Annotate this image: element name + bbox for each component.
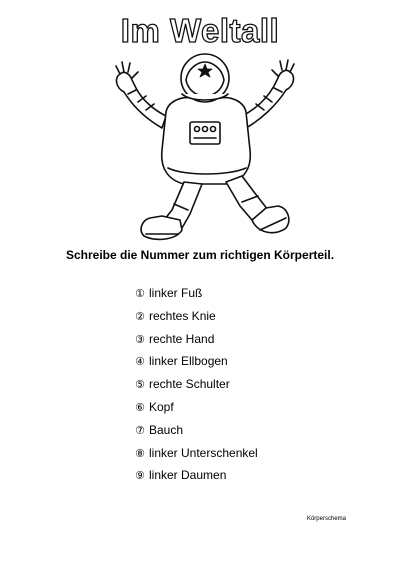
item-number: ③ bbox=[135, 332, 145, 346]
list-item bbox=[135, 332, 258, 355]
title-container bbox=[0, 14, 400, 47]
item-label: linker Fuß bbox=[149, 286, 203, 300]
list-item bbox=[135, 400, 258, 423]
item-number: ⑧ bbox=[135, 446, 145, 460]
item-label: rechte Hand bbox=[149, 331, 215, 346]
item-number: ⑤ bbox=[135, 378, 145, 392]
list-item bbox=[135, 446, 258, 469]
list-item bbox=[135, 377, 258, 400]
instruction-text: Schreibe die Nummer zum richtigen Körperteil. bbox=[65, 248, 335, 262]
item-number: ⑥ bbox=[135, 400, 145, 414]
item-label: linker Ellbogen bbox=[149, 354, 228, 369]
item-number: ④ bbox=[135, 355, 145, 369]
list-item bbox=[135, 309, 258, 332]
list-item bbox=[135, 286, 258, 309]
item-label: rechtes Knie bbox=[149, 308, 216, 323]
item-number: ⑦ bbox=[135, 423, 145, 437]
astronaut-illustration bbox=[110, 50, 300, 245]
list-item bbox=[135, 423, 258, 446]
list-item bbox=[135, 468, 258, 491]
item-label: Kopf bbox=[149, 399, 174, 414]
item-label: Bauch bbox=[149, 422, 184, 437]
item-number: ① bbox=[135, 287, 145, 300]
footer-label: Körperschema bbox=[306, 516, 346, 522]
item-number: ⑨ bbox=[135, 469, 145, 483]
body-part-list bbox=[135, 286, 258, 491]
item-label: rechte Schulter bbox=[149, 377, 230, 392]
item-number: ② bbox=[135, 309, 145, 323]
list-item bbox=[135, 354, 258, 377]
item-label: linker Daumen bbox=[149, 468, 227, 483]
worksheet-title: Im Weltall bbox=[120, 12, 280, 49]
item-label: linker Unterschenkel bbox=[149, 445, 258, 460]
